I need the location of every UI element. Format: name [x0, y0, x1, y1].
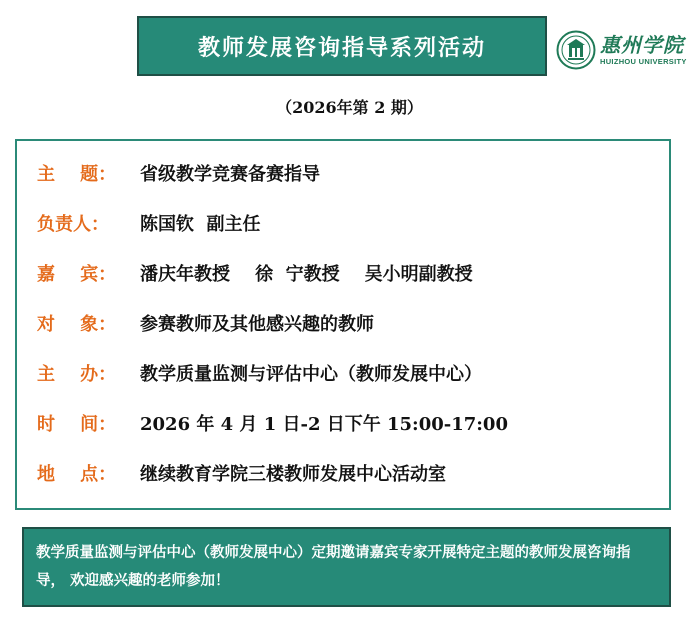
detail-row-topic	[37, 160, 320, 186]
detail-row-audience	[37, 310, 374, 336]
detail-row-location	[37, 460, 446, 486]
detail-label: 嘉 宾：	[37, 264, 117, 285]
detail-value: 潘庆年教授 徐 宁教授 吴小明副教授	[140, 264, 473, 285]
university-seal-icon	[556, 30, 596, 70]
detail-row-time	[37, 410, 508, 436]
detail-value: 省级教学竞赛备赛指导	[140, 164, 320, 185]
detail-row-organizer	[37, 360, 482, 386]
footer-text: 教学质量监测与评估中心（教师发展中心）定期邀请嘉宾专家开展特定主题的教师发展咨询指导， 欢迎感兴趣的老师参加！	[36, 544, 631, 589]
logo-text	[600, 33, 687, 67]
title-banner	[137, 16, 547, 76]
detail-row-host	[37, 210, 261, 236]
detail-value: 教学质量监测与评估中心（教师发展中心）	[140, 364, 482, 385]
detail-value: 继续教育学院三楼教师发展中心活动室	[140, 464, 446, 485]
event-details-box	[15, 139, 671, 510]
detail-value: 参赛教师及其他感兴趣的教师	[140, 314, 374, 335]
detail-label: 主 题：	[37, 164, 117, 185]
detail-label: 时 间：	[37, 414, 117, 435]
footer-banner	[22, 527, 671, 607]
detail-value: 陈国钦 副主任	[140, 214, 261, 235]
detail-label: 主 办：	[37, 364, 117, 385]
detail-label: 对 象：	[37, 314, 117, 335]
university-logo	[556, 28, 691, 72]
detail-value: 2026 年 4 月 1 日-2 日下午 15:00-17:00	[140, 414, 508, 435]
logo-name-cn: 惠州学院	[600, 33, 684, 57]
logo-name-en: HUIZHOU UNIVERSITY	[600, 57, 687, 66]
detail-label: 地 点：	[37, 464, 117, 485]
detail-label: 负责人：	[37, 214, 109, 235]
page-title: 教师发展咨询指导系列活动	[197, 34, 486, 61]
detail-row-guests	[37, 260, 473, 286]
issue-number: （2026年第 2 期）	[276, 98, 423, 117]
